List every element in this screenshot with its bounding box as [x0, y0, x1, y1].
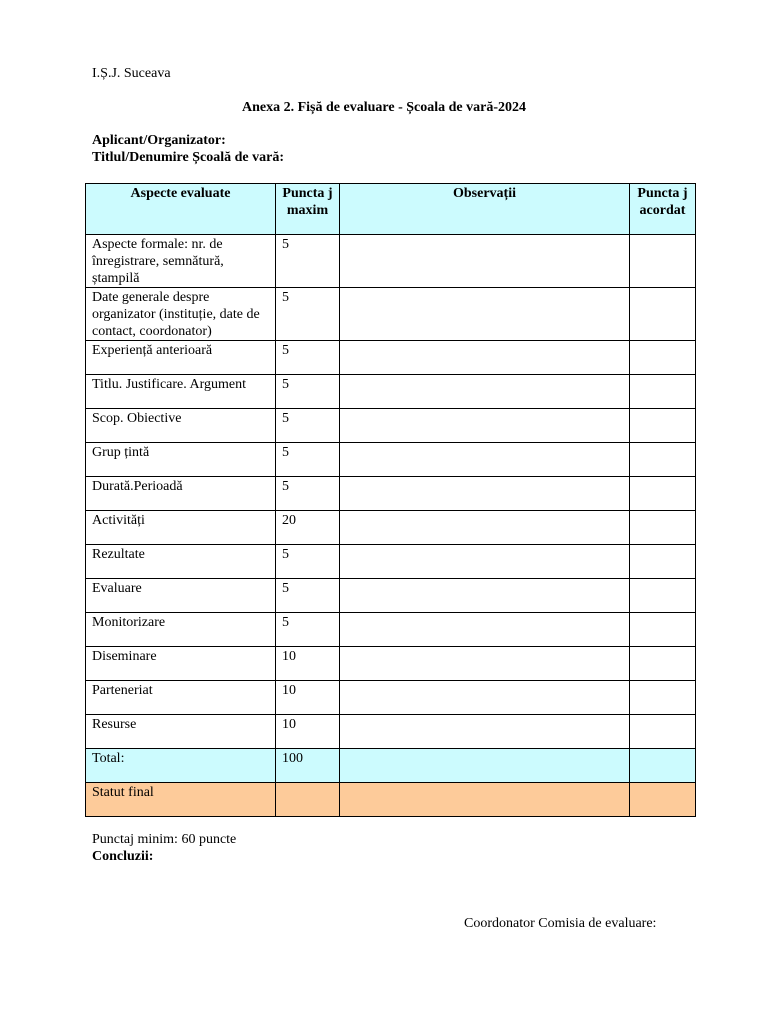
- aspect-cell: Activități: [86, 511, 276, 545]
- aspect-cell: Date generale despre organizator (instituție, date de contact, coordonator): [86, 288, 276, 341]
- aspect-cell: Titlu. Justificare. Argument: [86, 375, 276, 409]
- final-observations-cell: [340, 783, 630, 817]
- max-points-cell: 5: [276, 613, 340, 647]
- table-row: [86, 443, 696, 477]
- final-awarded-cell: [630, 783, 696, 817]
- table-row: [86, 613, 696, 647]
- table-row: [86, 235, 696, 288]
- table-row: [86, 545, 696, 579]
- max-points-cell: 10: [276, 715, 340, 749]
- table-row: [86, 477, 696, 511]
- awarded-points-cell: [630, 647, 696, 681]
- awarded-points-cell: [630, 375, 696, 409]
- aspect-cell: Grup țintă: [86, 443, 276, 477]
- max-points-cell: 5: [276, 579, 340, 613]
- coordinator-signature-label: Coordonator Comisia de evaluare:: [464, 916, 657, 931]
- awarded-points-cell: [630, 511, 696, 545]
- total-max-cell: 100: [276, 749, 340, 783]
- minimum-score-note: Punctaj minim: 60 puncte: [92, 832, 237, 847]
- aspect-cell: Durată.Perioadă: [86, 477, 276, 511]
- observations-cell: [340, 579, 630, 613]
- total-awarded-cell: [630, 749, 696, 783]
- school-title-label: Titlul/Denumire Școală de vară:: [92, 150, 284, 165]
- awarded-points-cell: [630, 681, 696, 715]
- aspect-cell: Aspecte formale: nr. de înregistrare, semnătură, ștampilă: [86, 235, 276, 288]
- max-points-cell: 5: [276, 235, 340, 288]
- final-max-cell: [276, 783, 340, 817]
- awarded-points-cell: [630, 477, 696, 511]
- observations-cell: [340, 341, 630, 375]
- table-row: [86, 647, 696, 681]
- observations-cell: [340, 235, 630, 288]
- final-status-label-cell: Statut final: [86, 783, 276, 817]
- aspect-cell: Rezultate: [86, 545, 276, 579]
- awarded-points-cell: [630, 443, 696, 477]
- awarded-points-cell: [630, 341, 696, 375]
- observations-cell: [340, 477, 630, 511]
- aspect-cell: Parteneriat: [86, 681, 276, 715]
- table-row: [86, 375, 696, 409]
- aspect-cell: Monitorizare: [86, 613, 276, 647]
- column-header-max-points: Puncta j maxim: [276, 184, 340, 235]
- observations-cell: [340, 288, 630, 341]
- document-title: Anexa 2. Fișă de evaluare - Școala de vară-2024: [242, 100, 526, 115]
- observations-cell: [340, 715, 630, 749]
- observations-cell: [340, 647, 630, 681]
- conclusions-label: Concluzii:: [92, 849, 154, 864]
- observations-cell: [340, 681, 630, 715]
- awarded-points-cell: [630, 613, 696, 647]
- max-points-cell: 5: [276, 443, 340, 477]
- awarded-points-cell: [630, 715, 696, 749]
- aspect-cell: Diseminare: [86, 647, 276, 681]
- table-header-row: [86, 184, 696, 235]
- max-points-cell: 20: [276, 511, 340, 545]
- awarded-points-cell: [630, 579, 696, 613]
- column-header-observations: Observații: [340, 184, 630, 235]
- total-observations-cell: [340, 749, 630, 783]
- max-points-cell: 5: [276, 288, 340, 341]
- column-header-awarded-points: Puncta j acordat: [630, 184, 696, 235]
- max-points-cell: 10: [276, 681, 340, 715]
- table-row: [86, 288, 696, 341]
- observations-cell: [340, 545, 630, 579]
- max-points-cell: 5: [276, 375, 340, 409]
- max-points-cell: 5: [276, 341, 340, 375]
- column-header-aspect: Aspecte evaluate: [86, 184, 276, 235]
- observations-cell: [340, 511, 630, 545]
- awarded-points-cell: [630, 545, 696, 579]
- aspect-cell: Evaluare: [86, 579, 276, 613]
- awarded-points-cell: [630, 409, 696, 443]
- table-row: [86, 341, 696, 375]
- max-points-cell: 10: [276, 647, 340, 681]
- aspect-cell: Experiență anterioară: [86, 341, 276, 375]
- table-row: [86, 511, 696, 545]
- awarded-points-cell: [630, 288, 696, 341]
- table-row: [86, 681, 696, 715]
- max-points-cell: 5: [276, 545, 340, 579]
- max-points-cell: 5: [276, 409, 340, 443]
- table-row: [86, 715, 696, 749]
- awarded-points-cell: [630, 235, 696, 288]
- total-label-cell: Total:: [86, 749, 276, 783]
- final-status-row: [86, 783, 696, 817]
- table-row: [86, 409, 696, 443]
- observations-cell: [340, 375, 630, 409]
- aspect-cell: Scop. Obiective: [86, 409, 276, 443]
- observations-cell: [340, 409, 630, 443]
- observations-cell: [340, 613, 630, 647]
- table-row: [86, 579, 696, 613]
- institution-name: I.Ș.J. Suceava: [92, 66, 171, 81]
- evaluation-table: [85, 183, 696, 817]
- max-points-cell: 5: [276, 477, 340, 511]
- aspect-cell: Resurse: [86, 715, 276, 749]
- observations-cell: [340, 443, 630, 477]
- total-row: [86, 749, 696, 783]
- applicant-label: Aplicant/Organizator:: [92, 133, 226, 148]
